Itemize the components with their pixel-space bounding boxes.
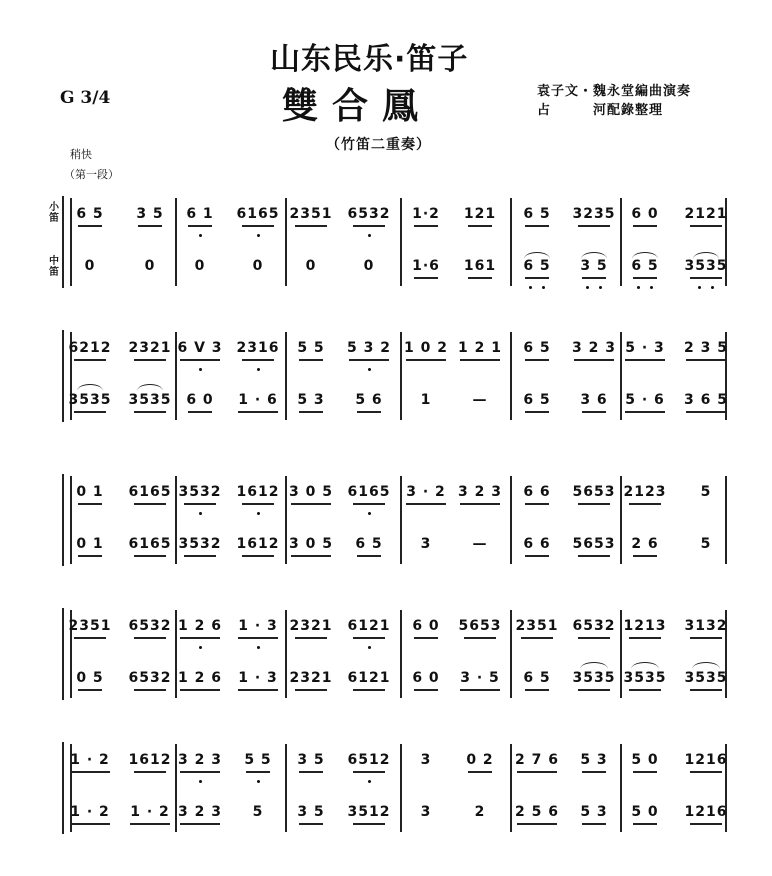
note-group: 5653 <box>572 484 616 500</box>
note-group: 6 V 3 <box>177 340 223 356</box>
note-group: 3535 <box>684 258 728 274</box>
beam-line <box>690 225 722 227</box>
slur-mark <box>524 252 550 259</box>
note-group: 5 0 <box>631 752 659 768</box>
slur-mark <box>632 252 658 259</box>
note-group: 2316 <box>236 340 280 356</box>
note-group: 3 5 <box>297 752 325 768</box>
barline <box>400 476 402 564</box>
beam-line <box>78 689 102 691</box>
beam-line <box>578 555 610 557</box>
octave-dot <box>257 646 260 649</box>
barline <box>400 332 402 420</box>
note-group: 0 <box>363 258 375 274</box>
beam-line <box>299 359 323 361</box>
beam-line <box>130 823 170 825</box>
octave-dot <box>257 780 260 783</box>
note-group: 6121 <box>347 618 391 634</box>
beam-line <box>633 225 657 227</box>
barline <box>175 744 177 832</box>
beam-line <box>134 555 166 557</box>
note-group: 3 6 5 <box>684 392 728 408</box>
note-group: 5653 <box>458 618 502 634</box>
note-group: 2 6 <box>631 536 659 552</box>
beam-line <box>464 637 496 639</box>
note-group: 6 0 <box>631 206 659 222</box>
barline <box>285 332 287 420</box>
beam-line <box>188 225 212 227</box>
note-group: 6212 <box>68 340 112 356</box>
beam-line <box>291 503 331 505</box>
beam-line <box>582 277 606 279</box>
note-group: 6532 <box>128 618 172 634</box>
beam-line <box>70 771 110 773</box>
note-group: 5653 <box>572 536 616 552</box>
octave-dot <box>199 512 202 515</box>
barline <box>285 744 287 832</box>
beam-line <box>525 555 549 557</box>
note-group: 3535 <box>684 670 728 686</box>
note-group: 1 · 3 <box>238 618 278 634</box>
beam-line <box>353 771 385 773</box>
note-group: 1216 <box>684 752 728 768</box>
note-group: 3235 <box>572 206 616 222</box>
note-group: 1 2 6 <box>178 618 222 634</box>
beam-line <box>134 637 166 639</box>
note-group: 3512 <box>347 804 391 820</box>
beam-line <box>188 411 212 413</box>
note-group: 3 2 3 <box>572 340 616 356</box>
beam-line <box>690 637 722 639</box>
note-group: — <box>472 536 488 552</box>
note-group: 0 <box>305 258 317 274</box>
slur-mark <box>581 252 607 259</box>
note-group: 5 <box>700 536 712 552</box>
note-group: 6 5 <box>523 392 551 408</box>
barline <box>285 198 287 286</box>
slur-mark <box>692 662 720 669</box>
beam-line <box>184 555 216 557</box>
beam-line <box>357 411 381 413</box>
note-group: 6 5 <box>523 258 551 274</box>
barline <box>175 332 177 420</box>
beam-line <box>525 689 549 691</box>
note-group: 2 7 6 <box>515 752 559 768</box>
credit-line-1: 袁子文・魏永堂編曲演奏 <box>537 84 692 99</box>
note-group: 2321 <box>128 340 172 356</box>
note-group: 3532 <box>178 484 222 500</box>
beam-line <box>238 411 278 413</box>
slur-mark <box>137 384 163 391</box>
octave-dot <box>368 368 371 371</box>
beam-line <box>184 503 216 505</box>
note-group: 1612 <box>128 752 172 768</box>
beam-line <box>525 225 549 227</box>
note-group: 3 6 <box>580 392 608 408</box>
note-group: 5 3 2 <box>347 340 391 356</box>
beam-line <box>633 555 657 557</box>
octave-dot <box>199 368 202 371</box>
note-group: 1 · 2 <box>130 804 170 820</box>
note-group: 6121 <box>347 670 391 686</box>
octave-dot <box>257 234 260 237</box>
beam-line <box>414 637 438 639</box>
note-group: 3132 <box>684 618 728 634</box>
beam-line <box>625 411 665 413</box>
credit-line-2: 占 河配錄整理 <box>537 103 664 118</box>
note-group: 3535 <box>128 392 172 408</box>
beam-line <box>70 823 110 825</box>
beam-line <box>295 637 327 639</box>
beam-line <box>414 689 438 691</box>
beam-line <box>138 225 162 227</box>
beam-line <box>78 225 102 227</box>
note-group: 6165 <box>236 206 280 222</box>
beam-line <box>134 689 166 691</box>
piece-title: 雙合鳳 <box>282 85 433 127</box>
note-group: 3 <box>420 804 432 820</box>
octave-dot <box>257 512 260 515</box>
note-group: 1 2 6 <box>178 670 222 686</box>
octave-dot <box>542 286 545 289</box>
note-group: 2351 <box>68 618 112 634</box>
note-group: 3 0 5 <box>289 484 333 500</box>
beam-line <box>633 277 657 279</box>
tempo-marking: 稍快 <box>70 148 92 161</box>
octave-dot <box>199 234 202 237</box>
beam-line <box>353 689 385 691</box>
beam-line <box>238 637 278 639</box>
note-group: 0 <box>84 258 96 274</box>
note-group: 6 5 <box>355 536 383 552</box>
beam-line <box>357 555 381 557</box>
note-group: 3532 <box>178 536 222 552</box>
note-group: 0 2 <box>466 752 494 768</box>
note-group: 6 5 <box>76 206 104 222</box>
barline <box>285 476 287 564</box>
beam-line <box>242 503 274 505</box>
beam-line <box>460 359 500 361</box>
beam-line <box>517 823 557 825</box>
note-group: 3 · 2 <box>406 484 446 500</box>
beam-line <box>460 503 500 505</box>
note-group: 6165 <box>347 484 391 500</box>
note-group: 1·6 <box>412 258 440 274</box>
note-group: 5 3 <box>297 392 325 408</box>
beam-line <box>180 771 220 773</box>
note-group: 6 5 <box>523 206 551 222</box>
note-group: 1 <box>420 392 432 408</box>
note-group: 3 2 3 <box>178 752 222 768</box>
beam-line <box>353 503 385 505</box>
barline <box>400 744 402 832</box>
octave-dot <box>368 512 371 515</box>
system-brace <box>62 608 64 700</box>
octave-dot <box>650 286 653 289</box>
beam-line <box>633 771 657 773</box>
beam-line <box>242 359 274 361</box>
note-group: 3 · 5 <box>460 670 500 686</box>
note-group: 3535 <box>623 670 667 686</box>
beam-line <box>78 503 102 505</box>
beam-line <box>521 637 553 639</box>
key-signature: G 3/4 <box>60 88 111 108</box>
slur-mark <box>631 662 659 669</box>
barline <box>620 332 622 420</box>
beam-line <box>134 503 166 505</box>
note-group: 2351 <box>515 618 559 634</box>
note-group: 2 5 6 <box>515 804 559 820</box>
note-group: 1 0 2 <box>404 340 448 356</box>
note-group: 6 0 <box>186 392 214 408</box>
barline-start <box>70 476 72 564</box>
note-group: 6 5 <box>523 340 551 356</box>
beam-line <box>74 359 106 361</box>
note-group: 2321 <box>289 618 333 634</box>
beam-line <box>525 503 549 505</box>
beam-line <box>78 555 102 557</box>
beam-line <box>574 359 614 361</box>
note-group: 6 1 <box>186 206 214 222</box>
note-group: — <box>472 392 488 408</box>
note-group: 3 5 <box>136 206 164 222</box>
note-group: 5 · 3 <box>625 340 665 356</box>
note-group: 6532 <box>347 206 391 222</box>
note-group: 2 3 5 <box>684 340 728 356</box>
beam-line <box>629 503 661 505</box>
beam-line <box>468 771 492 773</box>
slur-mark <box>693 252 719 259</box>
system-brace <box>62 742 64 834</box>
note-group: 1216 <box>684 804 728 820</box>
barline <box>400 198 402 286</box>
beam-line <box>134 771 166 773</box>
note-group: 6532 <box>128 670 172 686</box>
beam-line <box>582 823 606 825</box>
beam-line <box>582 771 606 773</box>
beam-line <box>414 225 438 227</box>
barline-start <box>70 198 72 286</box>
beam-line <box>299 771 323 773</box>
note-group: 0 <box>144 258 156 274</box>
beam-line <box>299 823 323 825</box>
note-group: 3 2 3 <box>178 804 222 820</box>
beam-line <box>180 823 220 825</box>
barline <box>620 610 622 698</box>
note-group: 3 0 5 <box>289 536 333 552</box>
beam-line <box>246 771 270 773</box>
note-group: 0 1 <box>76 536 104 552</box>
beam-line <box>295 689 327 691</box>
note-group: 0 1 <box>76 484 104 500</box>
beam-line <box>238 689 278 691</box>
beam-line <box>690 689 722 691</box>
note-group: 0 <box>252 258 264 274</box>
slur-mark <box>580 662 608 669</box>
subtitle: （竹笛二重奏） <box>326 137 431 153</box>
note-group: 121 <box>463 206 497 222</box>
octave-dot <box>529 286 532 289</box>
note-group: 3 <box>420 536 432 552</box>
music-title: 山东民乐·笛子 <box>270 42 469 77</box>
beam-line <box>242 555 274 557</box>
beam-line <box>349 359 389 361</box>
barline <box>510 744 512 832</box>
note-group: 3535 <box>68 392 112 408</box>
octave-dot <box>637 286 640 289</box>
beam-line <box>295 225 327 227</box>
beam-line <box>242 225 274 227</box>
beam-line <box>74 411 106 413</box>
beam-line <box>517 771 557 773</box>
beam-line <box>468 225 492 227</box>
note-group: 6165 <box>128 484 172 500</box>
note-group: 2 <box>474 804 486 820</box>
system-brace <box>62 196 64 288</box>
beam-line <box>180 689 220 691</box>
beam-line <box>353 637 385 639</box>
octave-dot <box>586 286 589 289</box>
slur-mark <box>77 384 103 391</box>
beam-line <box>353 823 385 825</box>
note-group: 6 0 <box>412 670 440 686</box>
barline <box>620 476 622 564</box>
note-group: 0 5 <box>76 670 104 686</box>
note-group: 6 6 <box>523 484 551 500</box>
note-group: 1 · 6 <box>238 392 278 408</box>
beam-line <box>468 277 492 279</box>
beam-line <box>291 555 331 557</box>
note-group: 6 0 <box>412 618 440 634</box>
octave-dot <box>599 286 602 289</box>
note-group: 0 <box>194 258 206 274</box>
note-group: 1612 <box>236 536 280 552</box>
beam-line <box>629 637 661 639</box>
note-group: 2123 <box>623 484 667 500</box>
barline <box>175 610 177 698</box>
note-group: 5 6 <box>355 392 383 408</box>
note-group: 2121 <box>684 206 728 222</box>
section-marking: （第一段） <box>64 168 119 181</box>
octave-dot <box>368 646 371 649</box>
note-group: 1213 <box>623 618 667 634</box>
beam-line <box>578 503 610 505</box>
note-group: 5 3 <box>580 752 608 768</box>
note-group: 5 <box>252 804 264 820</box>
beam-line <box>629 689 661 691</box>
note-group: 5 5 <box>244 752 272 768</box>
beam-line <box>525 359 549 361</box>
beam-line <box>74 637 106 639</box>
barline <box>620 198 622 286</box>
note-group: 6 5 <box>523 670 551 686</box>
note-group: 6512 <box>347 752 391 768</box>
beam-line <box>525 277 549 279</box>
octave-dot <box>368 234 371 237</box>
note-group: 5 0 <box>631 804 659 820</box>
octave-dot <box>368 780 371 783</box>
barline <box>285 610 287 698</box>
beam-line <box>353 225 385 227</box>
octave-dot <box>199 780 202 783</box>
barline <box>510 476 512 564</box>
barline <box>175 198 177 286</box>
octave-dot <box>257 368 260 371</box>
note-group: 6 6 <box>523 536 551 552</box>
beam-line <box>686 411 726 413</box>
note-group: 5 5 <box>297 340 325 356</box>
note-group: 2351 <box>289 206 333 222</box>
beam-line <box>134 411 166 413</box>
note-group: 1 · 2 <box>70 804 110 820</box>
note-group: 6 5 <box>631 258 659 274</box>
note-group: 3 5 <box>580 258 608 274</box>
beam-line <box>625 359 665 361</box>
beam-line <box>180 359 220 361</box>
beam-line <box>690 823 722 825</box>
beam-line <box>460 689 500 691</box>
barline <box>725 476 727 564</box>
beam-line <box>578 689 610 691</box>
beam-line <box>582 411 606 413</box>
system-brace <box>62 474 64 566</box>
note-group: 3 5 <box>297 804 325 820</box>
note-group: 6165 <box>128 536 172 552</box>
beam-line <box>406 503 446 505</box>
system-brace <box>62 330 64 422</box>
octave-dot <box>711 286 714 289</box>
octave-dot <box>199 646 202 649</box>
note-group: 1 · 3 <box>238 670 278 686</box>
note-group: 5 3 <box>580 804 608 820</box>
note-group: 5 · 6 <box>625 392 665 408</box>
beam-line <box>690 277 722 279</box>
beam-line <box>180 637 220 639</box>
note-group: 1·2 <box>412 206 440 222</box>
note-group: 3535 <box>572 670 616 686</box>
barline <box>510 198 512 286</box>
beam-line <box>578 637 610 639</box>
note-group: 5 <box>700 484 712 500</box>
voice-label-lower: 中笛 <box>49 256 59 278</box>
beam-line <box>690 771 722 773</box>
octave-dot <box>698 286 701 289</box>
beam-line <box>525 411 549 413</box>
voice-label-upper: 小笛 <box>49 202 59 224</box>
beam-line <box>686 359 726 361</box>
note-group: 3 2 3 <box>458 484 502 500</box>
barline <box>620 744 622 832</box>
beam-line <box>633 823 657 825</box>
note-group: 2321 <box>289 670 333 686</box>
beam-line <box>299 411 323 413</box>
beam-line <box>578 225 610 227</box>
barline <box>400 610 402 698</box>
note-group: 3 <box>420 752 432 768</box>
note-group: 1 · 2 <box>70 752 110 768</box>
beam-line <box>414 277 438 279</box>
beam-line <box>406 359 446 361</box>
note-group: 6532 <box>572 618 616 634</box>
note-group: 1612 <box>236 484 280 500</box>
barline <box>510 332 512 420</box>
note-group: 1 2 1 <box>458 340 502 356</box>
barline <box>175 476 177 564</box>
note-group: 161 <box>463 258 497 274</box>
barline <box>510 610 512 698</box>
beam-line <box>134 359 166 361</box>
